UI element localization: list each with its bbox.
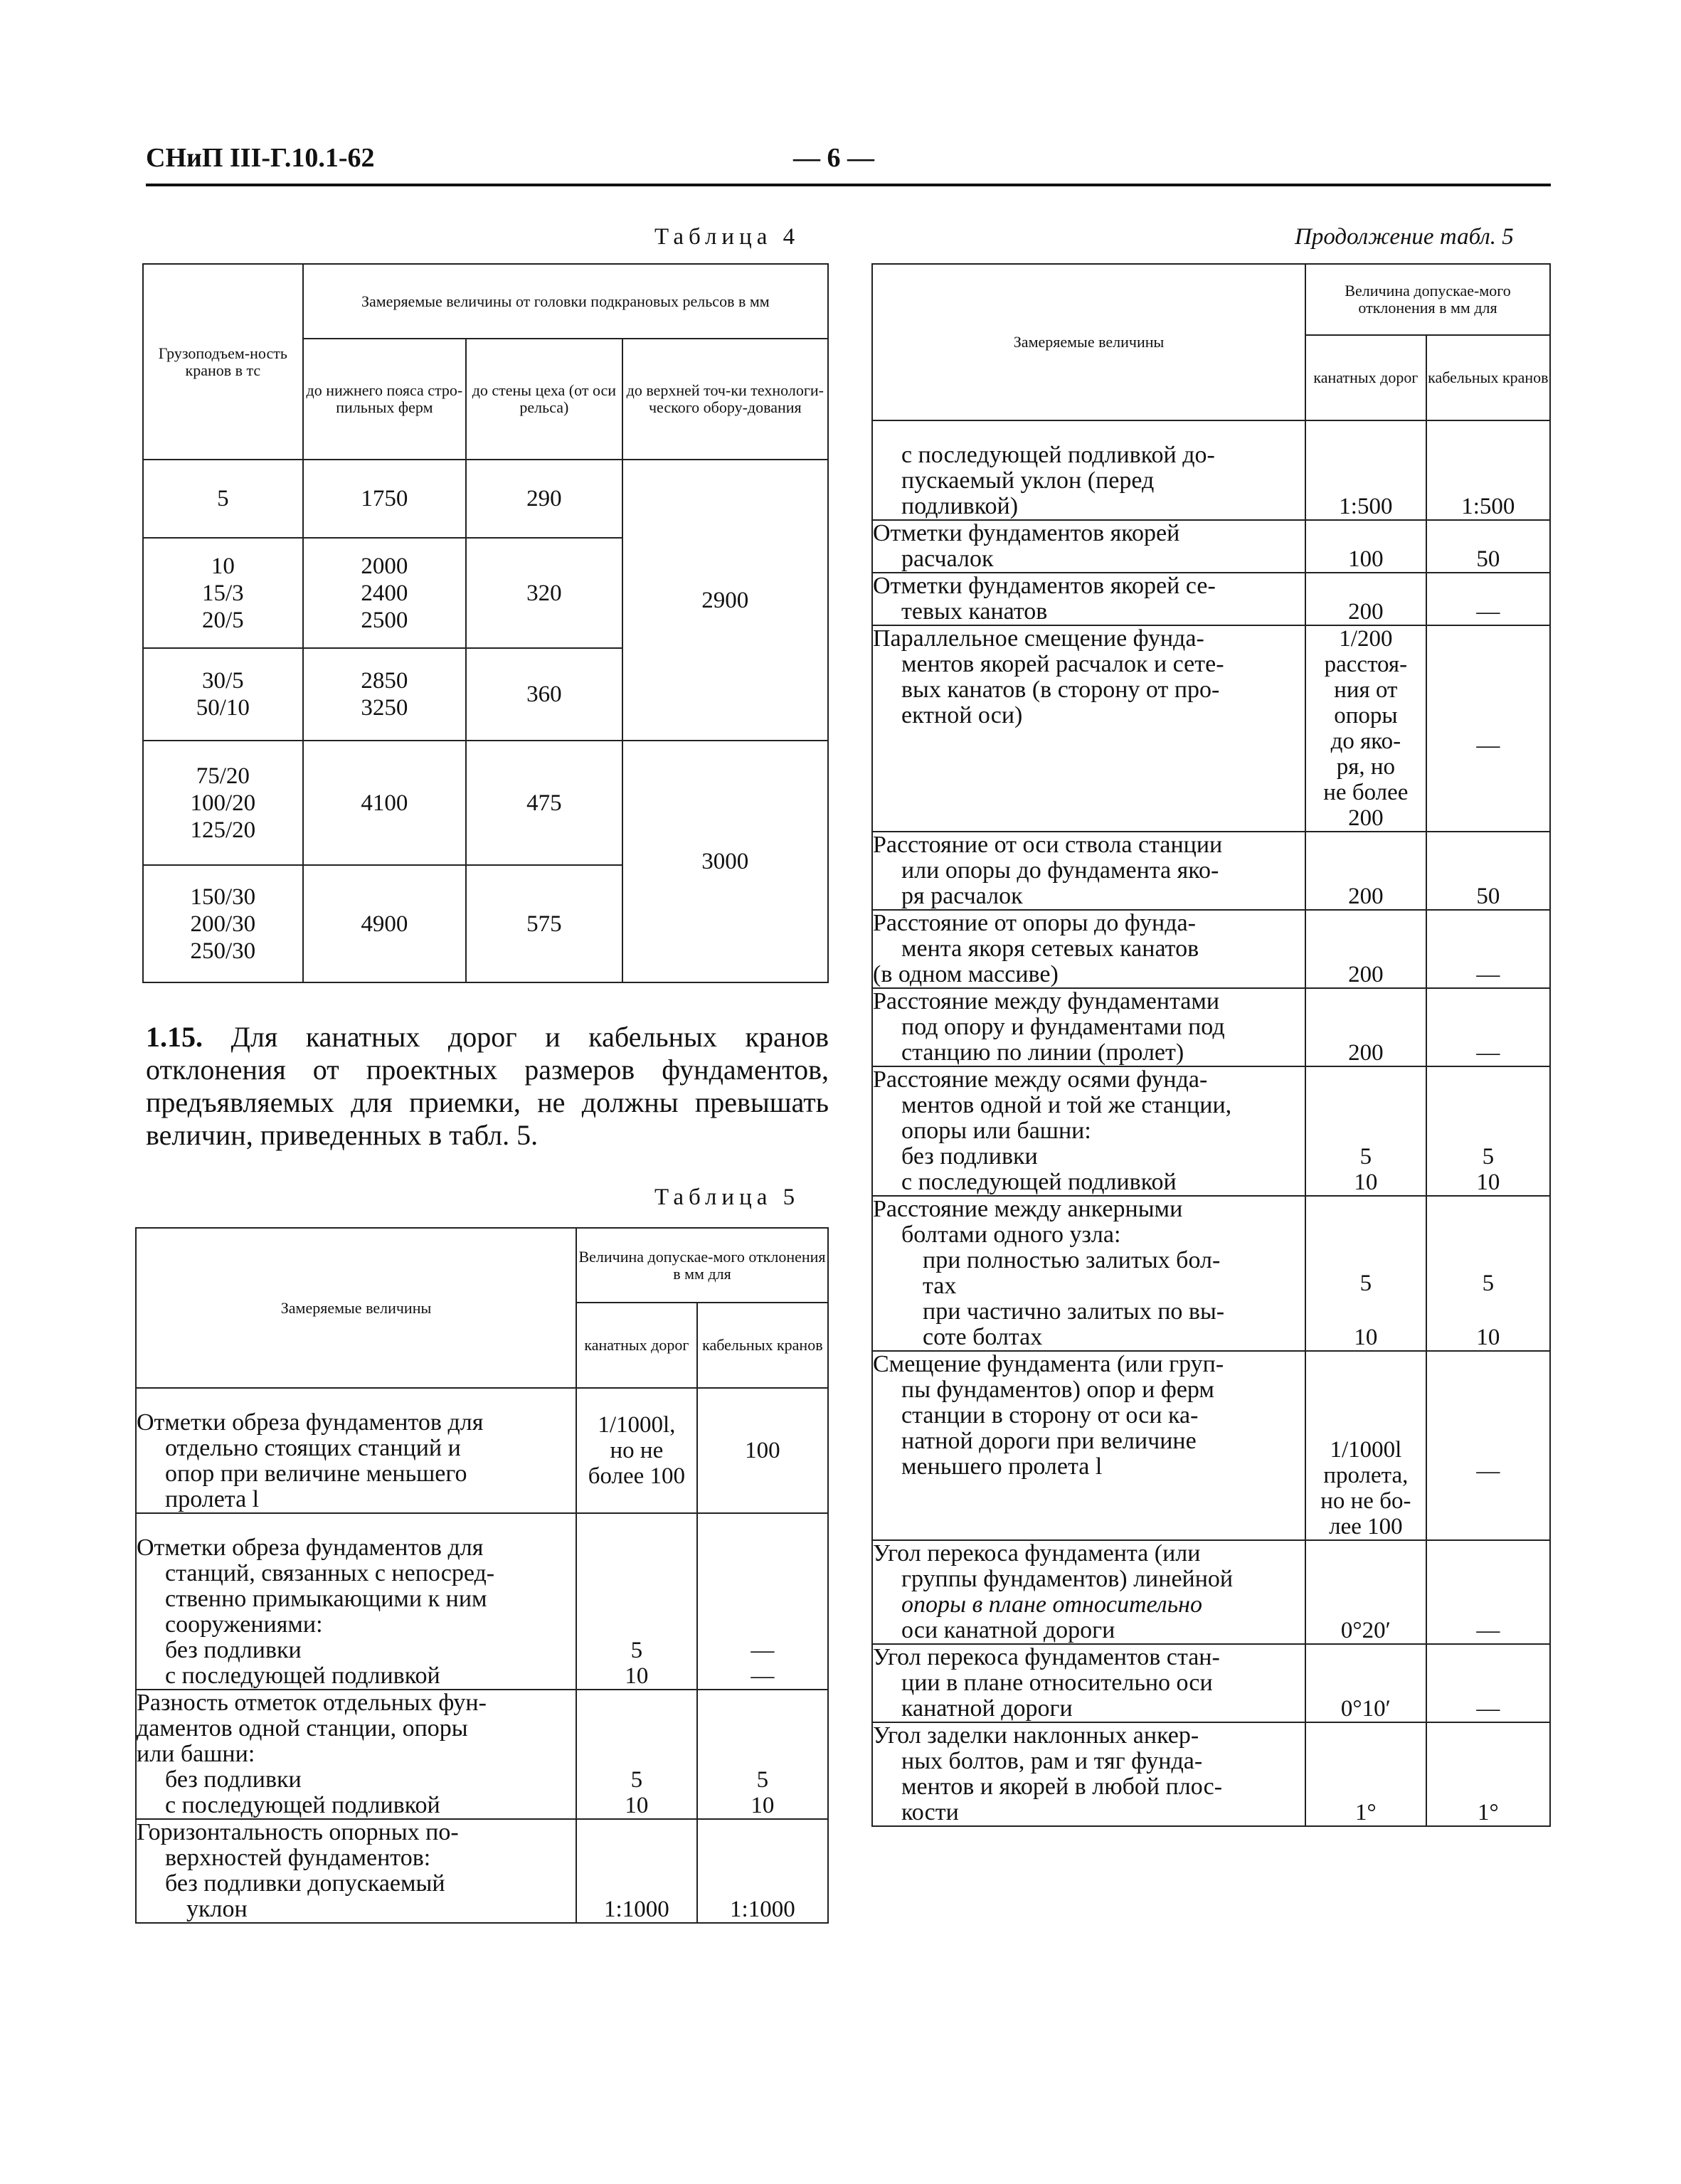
table4-capacity: 200/30 — [190, 911, 256, 937]
table5-cont-crane-value: 5 — [1482, 1144, 1495, 1170]
table4-truss: 1750 — [361, 486, 408, 511]
table5-cont-desc-line: без подливки — [901, 1144, 1038, 1170]
table4-col-wall: до стены цеха (от оси рельса) — [466, 339, 622, 460]
table5-cont-desc-line: при частично залитых по вы- — [923, 1299, 1225, 1325]
table4-wall: 475 — [466, 741, 622, 865]
table5-cont-crane-value: — — [1476, 733, 1500, 758]
table5-cont-crane-value: 10 — [1476, 1325, 1500, 1350]
table5-cont-desc-line: Параллельное смещение фунда- — [873, 626, 1204, 652]
table5-col-cranes: кабельных кранов — [697, 1303, 828, 1388]
table5-cont-desc-line: опоры или башни: — [901, 1118, 1091, 1144]
table4-capacity: 125/20 — [190, 817, 256, 843]
table5-cont-ropeway-value: ния от — [1334, 677, 1398, 703]
table5-ropeway-value: 5 — [630, 1638, 643, 1663]
table5-cont-desc-line: Расстояние между осями фунда- — [873, 1067, 1208, 1093]
table5-cont-caption: Продолжение табл. 5 — [1295, 224, 1514, 250]
table4-wall: 290 — [466, 460, 622, 538]
table5-cont-desc-line: при полностью залитых бол- — [923, 1248, 1221, 1273]
table4-wall: 575 — [466, 865, 622, 982]
table5-cont-desc-line: Смещение фундамента (или груп- — [873, 1352, 1224, 1377]
table4-truss: 2400 — [361, 580, 408, 606]
table5-cont-desc-line: пы фундаментов) опор и ферм — [901, 1377, 1214, 1403]
table4 — [142, 263, 829, 983]
table5-cont-desc-line: тах — [923, 1273, 957, 1299]
table5-cont-crane-value: 50 — [1476, 884, 1500, 909]
table5 — [135, 1227, 829, 1924]
page-number: — 6 — — [793, 143, 874, 173]
table-row — [136, 1690, 828, 1819]
table5-cont-desc-line: кости — [901, 1800, 959, 1825]
table4-truss: 2850 — [361, 668, 408, 694]
table5-cont-desc-line: Угол перекоса фундамента (или — [873, 1541, 1201, 1567]
table4-equipment-group1: 2900 — [622, 460, 828, 741]
table5-cont-ropeway-value: 0°20′ — [1340, 1618, 1391, 1643]
table4-capacity: 100/20 — [190, 790, 256, 816]
document-code: СНиП III-Г.10.1-62 — [146, 143, 375, 173]
table5-cont-desc-line: с последующей подливкой до- — [901, 442, 1215, 468]
table4-capacity: 5 — [217, 486, 229, 511]
table4-capacity: 30/5 — [201, 668, 244, 694]
table5-desc-line: ственно примыкающими к ним — [165, 1586, 487, 1612]
table5-cont-desc-line: пускаемый уклон (перед — [901, 468, 1155, 494]
table5-cont-ropeway-value: лее 100 — [1329, 1514, 1403, 1539]
table5-cont-col-measured: Замеряемые величины — [872, 264, 1305, 420]
table4-equipment-group2: 3000 — [622, 741, 828, 982]
table5-col-measured: Замеряемые величины — [136, 1228, 576, 1388]
table5-cont-ropeway-value: 1/1000l — [1330, 1437, 1402, 1463]
table5-cont-desc-line: под опору и фундаментами под — [901, 1014, 1225, 1040]
table5-crane-value: — — [751, 1663, 775, 1689]
table5-cont-desc-line: Отметки фундаментов якорей се- — [873, 573, 1216, 599]
table5-cont-ropeway-value: 1/200 — [1339, 626, 1393, 652]
table5-cont-ropeway-value: 200 — [1348, 805, 1384, 831]
table4-truss: 4900 — [361, 911, 408, 937]
table5-cont-desc-line: с последующей подливкой — [901, 1170, 1177, 1195]
table5-cont-ropeway-value: 200 — [1348, 962, 1384, 987]
table5-desc-line: Отметки обреза фундаментов для — [137, 1410, 484, 1436]
table5-cont-ropeway-value: до яко- — [1330, 728, 1401, 754]
table5-cont-crane-value: — — [1476, 1618, 1500, 1643]
table5-cont-desc-line: мента якоря сетевых канатов — [901, 936, 1199, 962]
table4-capacity: 15/3 — [201, 580, 244, 606]
table5-desc-line: Разность отметок отдельных фун- — [137, 1690, 487, 1716]
table5-cont-desc-line: Угол заделки наклонных анкер- — [873, 1723, 1199, 1749]
table5-desc-line: отдельно стоящих станций и — [165, 1436, 461, 1461]
table4-caption: Таблица 4 — [654, 224, 800, 250]
table5-cont-desc-line: станции в сторону от оси ка- — [901, 1403, 1199, 1428]
table5-cont-desc-line: (в одном массиве) — [873, 962, 1059, 987]
table5-cont-ropeway-value: 1:500 — [1339, 494, 1393, 519]
table5-cont-ropeway-value: пролета, — [1323, 1463, 1409, 1488]
table5-cont-ropeway-value: 5 — [1359, 1271, 1372, 1296]
table5-cont-desc-line: Угол перекоса фундаментов стан- — [873, 1645, 1220, 1670]
table-row — [872, 832, 1550, 910]
table-row — [136, 1388, 828, 1513]
table5-cont-desc-line: Расстояние от оси ствола станции — [873, 832, 1223, 858]
table5-desc-line: Горизонтальность опорных по- — [137, 1820, 459, 1845]
table-row — [872, 625, 1550, 832]
table5-cont-ropeway-value: 0°10′ — [1340, 1696, 1391, 1722]
table5-cont-desc-line: Расстояние между анкерными — [873, 1197, 1183, 1222]
table5-desc-line: уклон — [186, 1897, 248, 1922]
table5-cont-ropeway-value: 200 — [1348, 884, 1384, 909]
table5-cont-desc-line: Отметки фундаментов якорей — [873, 521, 1180, 546]
table5-cont-ropeway-value: но не бо- — [1320, 1488, 1411, 1514]
table5-cont-desc-line: меньшего пролета l — [901, 1454, 1103, 1480]
table5-crane-value: 10 — [751, 1793, 775, 1818]
table5-cont-ropeway-value: ря, но — [1336, 754, 1396, 780]
table-row — [872, 1351, 1550, 1540]
table5-cont-desc-line: ных болтов, рам и тяг фунда- — [901, 1749, 1203, 1774]
table5-cont-desc-line: ции в плане относительно оси — [901, 1670, 1213, 1696]
table-row — [143, 741, 828, 865]
table5-cont-crane-value: 5 — [1482, 1271, 1495, 1296]
table5-desc-line: с последующей подливкой — [165, 1663, 440, 1689]
table5-desc-line: опор при величине меньшего — [165, 1461, 467, 1487]
table5-cont-ropeway-value: не более — [1323, 780, 1409, 805]
table4-capacity: 75/20 — [196, 763, 250, 789]
table-row — [872, 910, 1550, 988]
table5-desc-line: без подливки — [165, 1767, 302, 1793]
table5-cont-col-ropeways: канатных дорог — [1305, 335, 1426, 420]
table5-cont-desc-line: группы фундаментов) линейной — [901, 1567, 1234, 1592]
table5-cont-desc-line: станцию по линии (пролет) — [901, 1040, 1184, 1066]
table5-desc-line: пролета l — [165, 1487, 260, 1512]
table4-col-truss: до нижнего пояса стро-пильных ферм — [303, 339, 466, 460]
table5-cont-desc-line: оси канатной дороги — [901, 1618, 1115, 1643]
table-row — [136, 1819, 828, 1923]
table-row — [872, 988, 1550, 1066]
table5-crane-value: — — [751, 1638, 775, 1663]
table5-cont-desc-line: болтами одного узла: — [901, 1222, 1121, 1248]
table4-col-equipment: до верхней точ-ки технологи-ческого обору-дования — [622, 339, 828, 460]
table5-cont-crane-value: 1° — [1477, 1800, 1499, 1825]
table5-ropeway-value: 10 — [625, 1663, 649, 1689]
table5-cont-desc-line: соте болтах — [923, 1325, 1043, 1350]
table5-ropeway-value: 5 — [630, 1767, 643, 1793]
table5-cont-crane-value: 50 — [1476, 546, 1500, 572]
table-row — [872, 1722, 1550, 1826]
table5-cont-desc-line: тевых канатов — [901, 599, 1048, 625]
table5-cont-desc-line: ря расчалок — [901, 884, 1023, 909]
table5-crane-value: 1:1000 — [730, 1897, 795, 1922]
table4-capacity: 10 — [211, 553, 235, 579]
table5-group-header: Величина допускае-мого отклонения в мм для — [576, 1228, 828, 1303]
table5-crane-value: 100 — [745, 1438, 780, 1463]
table5-desc-line: без подливки допускаемый — [165, 1871, 445, 1897]
table5-cont-crane-value: — — [1476, 1696, 1500, 1722]
table5-cont-ropeway-value: 200 — [1348, 1040, 1384, 1066]
table5-cont-col-cranes: кабельных кранов — [1426, 335, 1550, 420]
table5-cont-crane-value: 1:500 — [1461, 494, 1515, 519]
table5-cont-desc-line: ментов и якорей в любой плос- — [901, 1774, 1223, 1800]
table5-ropeway-value: но не — [610, 1438, 664, 1463]
table5-desc-line: верхностей фундаментов: — [165, 1845, 431, 1871]
table-row — [872, 573, 1550, 625]
table4-truss: 2500 — [361, 607, 408, 633]
table5-cont-desc-line: ментов одной и той же станции, — [901, 1093, 1232, 1118]
table5-cont-desc-line: ектной оси) — [901, 703, 1023, 728]
table-row — [872, 1540, 1550, 1644]
table5-col-ropeways: канатных дорог — [576, 1303, 697, 1388]
table5-cont-desc-line: или опоры до фундамента яко- — [901, 858, 1219, 884]
table5-cont-desc-line: натной дороги при величине — [901, 1428, 1197, 1454]
table5-cont-desc-line: канатной дороги — [901, 1696, 1073, 1722]
table4-capacity: 250/30 — [190, 938, 256, 964]
table5-ropeway-value: 1:1000 — [604, 1897, 669, 1922]
table5-cont-desc-line: Расстояние от опоры до фунда- — [873, 911, 1196, 936]
table-row — [143, 460, 828, 538]
table-row — [872, 520, 1550, 573]
table5-cont-ropeway-value: опоры — [1334, 703, 1398, 728]
table4-group-header: Замеряемые величины от головки подкрановых рельсов в мм — [303, 264, 828, 339]
table5-cont-desc-line: вых канатов (в сторону от про- — [901, 677, 1220, 703]
table5-cont-desc-line: ментов якорей расчалок и сете- — [901, 652, 1224, 677]
table-row — [872, 420, 1550, 520]
table5-desc-line: или башни: — [137, 1742, 255, 1767]
table5-continuation — [871, 263, 1551, 1827]
table5-cont-crane-value: — — [1476, 962, 1500, 987]
table5-cont-desc-line: Расстояние между фундаментами — [873, 989, 1220, 1014]
table4-wall: 320 — [466, 538, 622, 648]
table5-crane-value: 5 — [756, 1767, 769, 1793]
table-row — [872, 1066, 1550, 1196]
table5-cont-desc-line: опоры в плане относительно — [901, 1592, 1202, 1618]
paragraph-number: 1.15. — [146, 1021, 203, 1053]
table5-cont-ropeway-value: 10 — [1354, 1325, 1378, 1350]
table5-desc-line: Отметки обреза фундаментов для — [137, 1535, 484, 1561]
table5-desc-line: сооружениями: — [165, 1612, 323, 1638]
table5-cont-desc-line: подливкой) — [901, 494, 1019, 519]
table5-desc-line: станций, связанных с непосред- — [165, 1561, 495, 1586]
table5-desc-line: с последующей подливкой — [165, 1793, 440, 1818]
table-row — [872, 1196, 1550, 1351]
table5-ropeway-value: более 100 — [588, 1463, 686, 1489]
table5-cont-crane-value: — — [1476, 1040, 1500, 1066]
table4-truss: 4100 — [361, 790, 408, 816]
table5-desc-line: даментов одной станции, опоры — [137, 1716, 468, 1742]
table4-capacity: 50/10 — [196, 695, 250, 721]
table5-ropeway-value: 10 — [625, 1793, 649, 1818]
table4-truss: 2000 — [361, 553, 408, 579]
table5-cont-ropeway-value: расстоя- — [1324, 652, 1408, 677]
table4-capacity: 20/5 — [201, 607, 244, 633]
table4-capacity: 150/30 — [190, 884, 256, 910]
header-rule — [146, 184, 1551, 186]
table-row — [872, 1644, 1550, 1722]
table5-cont-ropeway-value: 100 — [1348, 546, 1384, 572]
table5-caption: Таблица 5 — [654, 1184, 800, 1210]
paragraph-text: Для канатных дорог и кабельных кранов отклонения от проектных размеров фундаментов, предъявляемых для приемки, не должны превышать величин, приведенных в табл. 5. — [146, 1021, 829, 1151]
paragraph-1-15 — [146, 1021, 829, 1152]
table5-ropeway-value: 1/1000l, — [598, 1412, 676, 1438]
table5-cont-ropeway-value: 200 — [1348, 599, 1384, 625]
table4-wall: 360 — [466, 648, 622, 741]
table5-cont-ropeway-value: 1° — [1355, 1800, 1377, 1825]
table5-cont-group-header: Величина допускае-мого отклонения в мм для — [1305, 264, 1550, 335]
table4-truss: 3250 — [361, 695, 408, 721]
table5-cont-crane-value: — — [1476, 599, 1500, 625]
table-row — [136, 1513, 828, 1690]
table4-col-capacity: Грузоподъем-ность кранов в тс — [143, 264, 303, 460]
table5-cont-crane-value: — — [1476, 1458, 1500, 1484]
table5-desc-line: без подливки — [165, 1638, 302, 1663]
table5-cont-ropeway-value: 10 — [1354, 1170, 1378, 1195]
table5-cont-crane-value: 10 — [1476, 1170, 1500, 1195]
table5-cont-desc-line: расчалок — [901, 546, 994, 572]
table5-cont-ropeway-value: 5 — [1359, 1144, 1372, 1170]
